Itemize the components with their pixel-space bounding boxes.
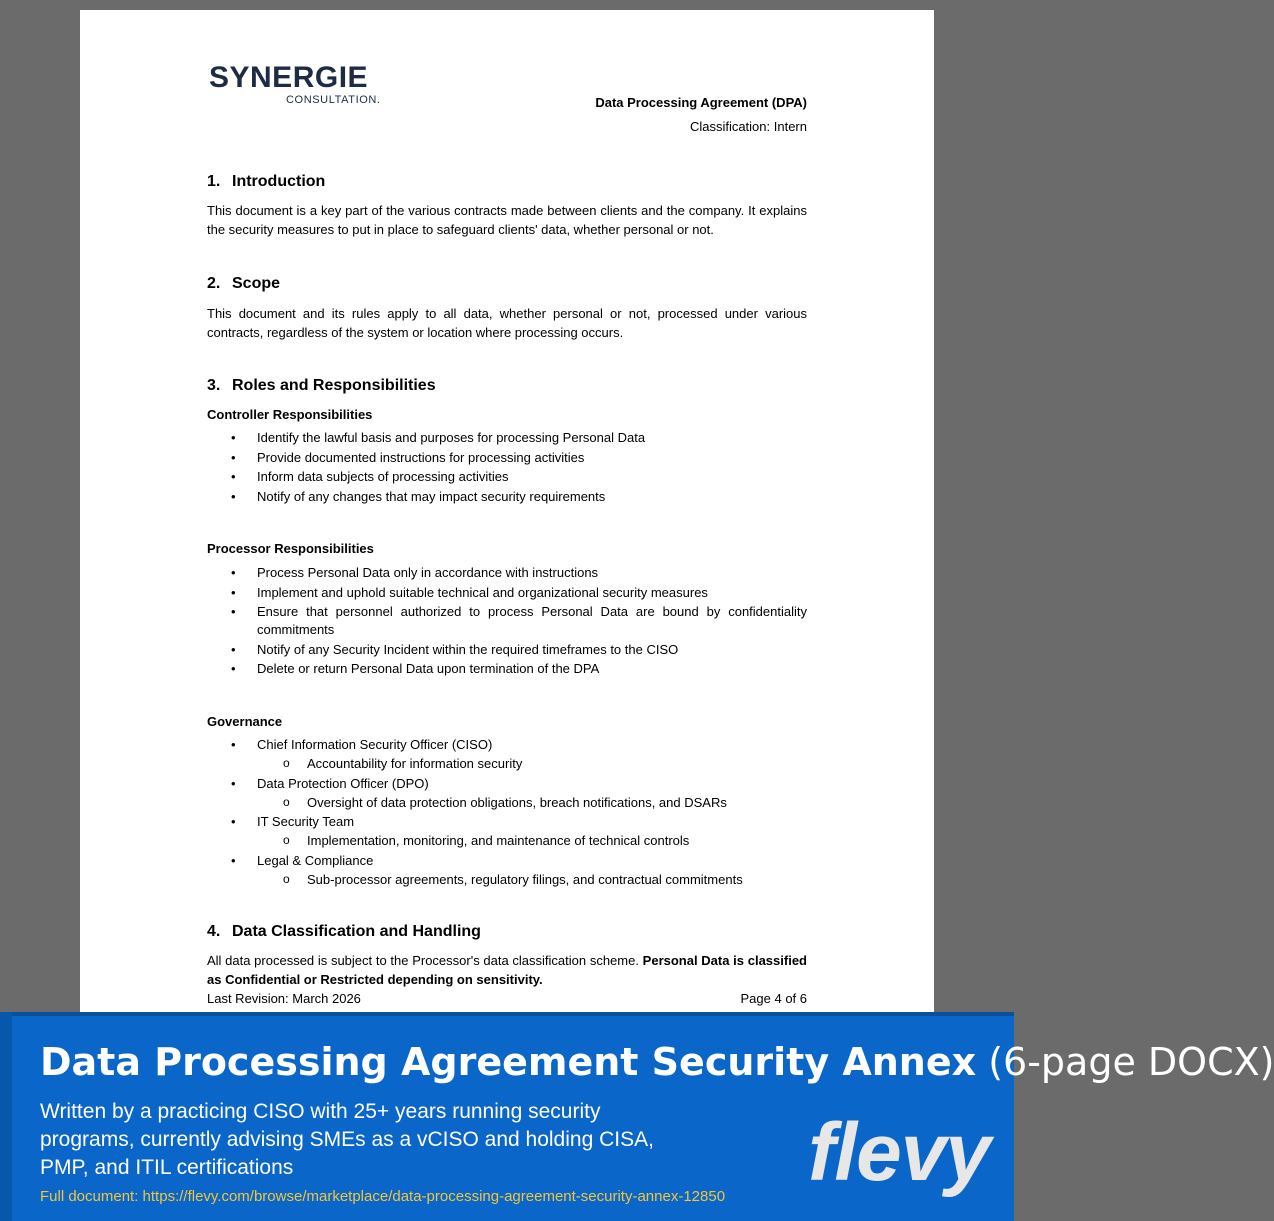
section-heading-classification: 4. Data Classification and Handling — [207, 923, 481, 940]
governance-heading: Governance — [207, 714, 283, 729]
list-item: • IT Security Team o Implementation, monitoring, and maintenance of technical controls — [207, 813, 807, 850]
logo-text: SYNERGIE — [209, 61, 369, 94]
banner-title: Data Processing Agreement Security Annex (6-page DOCX) — [40, 1040, 1274, 1084]
list-item: • Chief Information Security Officer (CISO) o Accountability for information security — [207, 736, 807, 773]
governance-list — [207, 736, 807, 890]
section-body-scope: This document and its rules apply to all data, whether personal or not, processed under various contracts, regardless of the system or location where processing occurs. — [207, 306, 807, 340]
list-item: • Data Protection Officer (DPO) o Oversight of data protection obligations, breach notifications, and DSARs — [207, 775, 807, 812]
section-heading-roles: 3. Roles and Responsibilities — [207, 377, 436, 394]
list-item: • Provide documented instructions for processing activities — [231, 449, 585, 465]
sub-list-item: o Accountability for information security — [283, 756, 523, 771]
document-link[interactable]: Full document: https://flevy.com/browse/marketplace/data-processing-agreement-security-annex-12850 — [40, 1188, 726, 1205]
page-footer — [207, 990, 807, 1008]
list-item: • Legal & Compliance o Sub-processor agreements, regulatory filings, and contractual commitments — [207, 852, 807, 889]
page-number: Page 4 of 6 — [740, 991, 807, 1006]
sub-list-item: o Implementation, monitoring, and maintenance of technical controls — [283, 833, 690, 848]
controller-list — [207, 429, 807, 507]
section-heading-scope: 2. Scope — [207, 275, 281, 292]
sub-list-item: o Oversight of data protection obligations, breach notifications, and DSARs — [283, 794, 727, 810]
list-item: • Identify the lawful basis and purposes for processing Personal Data — [231, 430, 646, 445]
processor-list — [207, 564, 807, 680]
flevy-logo[interactable]: flevy — [808, 1107, 990, 1198]
controller-heading: Controller Responsibilities — [207, 407, 373, 422]
section-body-introduction: This document is a key part of the various contracts made between clients and the company. It explains the security measures to put in place to safeguard clients' data, whether personal or not. — [207, 203, 807, 237]
document-title: Data Processing Agreement (DPA) — [595, 95, 807, 110]
list-item: • Ensure that personnel authorized to process Personal Data are bound by confidentiality commitments — [231, 604, 807, 637]
logo-subtext: CONSULTATION. — [286, 94, 381, 106]
list-item: • Delete or return Personal Data upon termination of the DPA — [231, 661, 600, 676]
processor-heading: Processor Responsibilities — [207, 541, 374, 556]
classification-label: Classification: Intern — [689, 119, 807, 134]
list-item: • Notify of any Security Incident within the required timeframes to the CISO — [231, 641, 679, 657]
list-item: • Notify of any changes that may impact security requirements — [231, 488, 606, 504]
promo-banner — [0, 1012, 1274, 1221]
banner-description: Written by a practicing CISO with 25+ years running security programs, currently advising SMEs as a vCISO and holding CISA, PMP, and ITIL certifications — [40, 1100, 654, 1179]
list-item: • Inform data subjects of processing activities — [231, 469, 509, 484]
list-item: • Process Personal Data only in accordance with instructions — [231, 565, 599, 580]
section-heading-introduction: 1. Introduction — [207, 173, 326, 190]
list-item: • Implement and uphold suitable technical and organizational security measures — [231, 584, 708, 600]
sub-list-item: o Sub-processor agreements, regulatory filings, and contractual commitments — [283, 871, 743, 887]
document-header — [595, 94, 807, 136]
document-page — [80, 10, 934, 1015]
revision-date: Last Revision: March 2026 — [207, 991, 361, 1006]
company-logo — [209, 61, 381, 106]
section-body-classification: All data processed is subject to the Processor's data classification scheme. Personal Data is classified as Confidential or Restricted depending on sensitivity. — [207, 953, 807, 987]
